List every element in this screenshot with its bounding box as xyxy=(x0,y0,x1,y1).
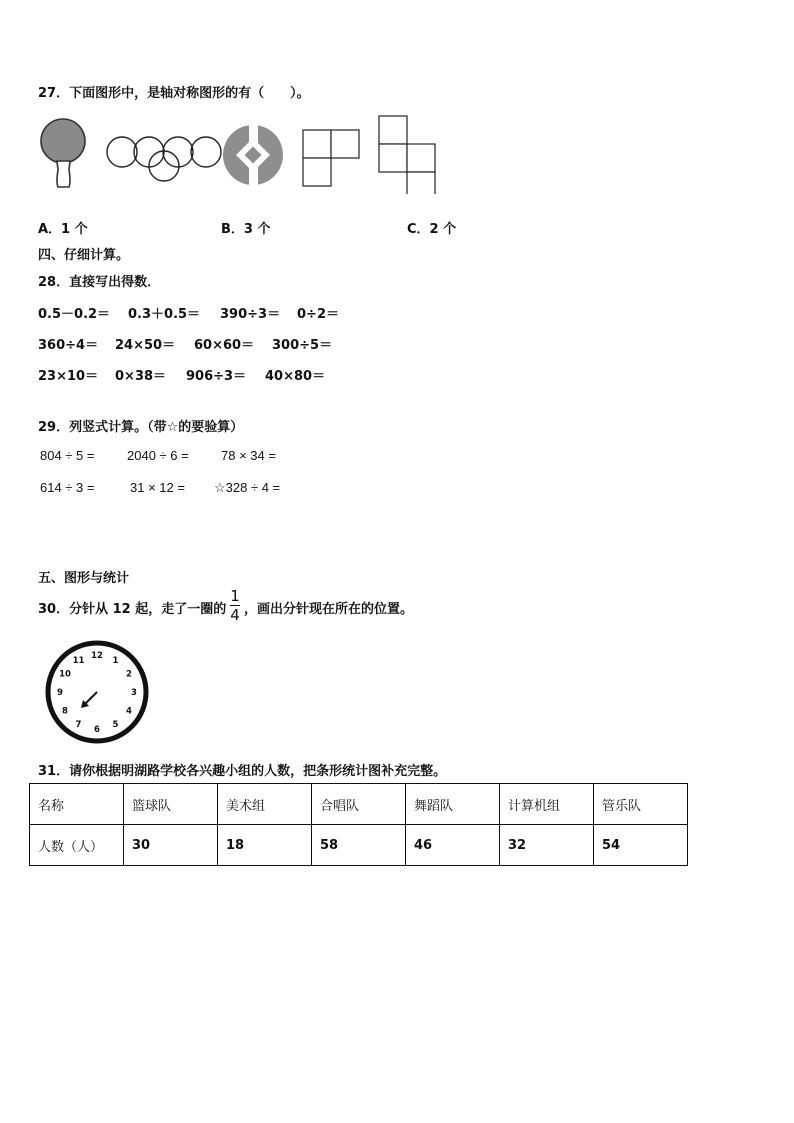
table-header-cell: 舞蹈队 xyxy=(406,784,500,825)
table-value-cell: 30 xyxy=(124,825,218,866)
q30-fraction-numerator: 1 xyxy=(230,587,240,605)
q30-fraction-denominator: 4 xyxy=(230,606,240,624)
table-row xyxy=(30,825,688,866)
table-row-label: 人数（人） xyxy=(30,825,124,866)
table-header-cell: 名称 xyxy=(30,784,124,825)
q28-item: 60×60＝ xyxy=(194,338,255,353)
ping-pong-paddle-icon xyxy=(41,119,85,187)
q29-item: 31 × 12 = xyxy=(130,480,185,495)
q29-item: 804 ÷ 5 = xyxy=(40,448,95,463)
clock-numeral: 3 xyxy=(131,688,137,698)
q27-option-a: A．1 个 xyxy=(38,222,88,237)
q30-fraction xyxy=(228,588,242,623)
q29-item: 614 ÷ 3 = xyxy=(40,480,95,495)
table-value-cell: 18 xyxy=(218,825,312,866)
bank-logo-icon xyxy=(223,122,283,188)
clock-icon xyxy=(43,638,151,746)
section4-title: 四、仔细计算。 xyxy=(38,248,130,263)
clock-numeral: 10 xyxy=(59,669,71,680)
q27-figures xyxy=(36,112,456,194)
q28-item: 0.5－0.2＝ xyxy=(38,307,111,322)
q27-option-c: C．2 个 xyxy=(407,222,457,237)
q28-item: 40×80＝ xyxy=(265,369,326,384)
q28-item: 360÷4＝ xyxy=(38,338,99,353)
square-l-shape-icon xyxy=(303,130,359,186)
table-header-cell: 合唱队 xyxy=(312,784,406,825)
q28-item: 23×10＝ xyxy=(38,369,99,384)
q28-item: 24×50＝ xyxy=(115,338,176,353)
clock-numeral: 2 xyxy=(126,669,132,680)
olympic-rings-icon xyxy=(107,137,221,181)
table-header-cell: 管乐队 xyxy=(594,784,688,825)
table-row xyxy=(30,784,688,825)
stats-table xyxy=(29,783,688,866)
q29-item: ☆328 ÷ 4 = xyxy=(214,480,281,495)
clock-numeral: 7 xyxy=(75,720,82,730)
table-header-cell: 美术组 xyxy=(218,784,312,825)
clock-numeral: 1 xyxy=(112,656,119,666)
q27-option-b: B．3 个 xyxy=(221,222,271,237)
table-value-cell: 54 xyxy=(594,825,688,866)
q27-stem: 27．下面图形中，是轴对称图形的有（ ）。 xyxy=(38,86,310,101)
q30-stem-before: 30．分针从 12 起，走了一圈的 xyxy=(38,602,227,617)
q28-item: 300÷5＝ xyxy=(272,338,333,353)
clock-numeral: 5 xyxy=(112,720,119,730)
table-value-cell: 58 xyxy=(312,825,406,866)
table-header-cell: 计算机组 xyxy=(500,784,594,825)
q28-item: 906÷3＝ xyxy=(186,369,247,384)
table-header-cell: 篮球队 xyxy=(124,784,218,825)
q30-stem-after: ，画出分针现在所在的位置。 xyxy=(244,602,414,617)
q29-stem: 29．列竖式计算。（带☆的要验算） xyxy=(38,420,244,435)
q28-stem: 28．直接写出得数． xyxy=(38,275,161,290)
clock-numeral: 6 xyxy=(94,725,100,735)
clock-numeral: 11 xyxy=(72,656,85,666)
clock-numeral: 8 xyxy=(62,706,68,717)
table-value-cell: 32 xyxy=(500,825,594,866)
q28-item: 0÷2＝ xyxy=(297,307,339,322)
square-zigzag-icon xyxy=(379,116,435,194)
table-value-cell: 46 xyxy=(406,825,500,866)
q28-item: 0.3＋0.5＝ xyxy=(128,307,201,322)
q28-item: 390÷3＝ xyxy=(220,307,281,322)
clock-numeral: 12 xyxy=(91,651,103,661)
clock-numeral: 9 xyxy=(57,688,63,698)
q28-item: 0×38＝ xyxy=(115,369,167,384)
q29-item: 78 × 34 = xyxy=(221,448,276,463)
section5-title: 五、图形与统计 xyxy=(38,571,130,586)
clock-numeral: 4 xyxy=(126,706,132,717)
q29-item: 2040 ÷ 6 = xyxy=(127,448,189,463)
q31-stem: 31．请你根据明湖路学校各兴趣小组的人数，把条形统计图补充完整。 xyxy=(38,764,447,779)
